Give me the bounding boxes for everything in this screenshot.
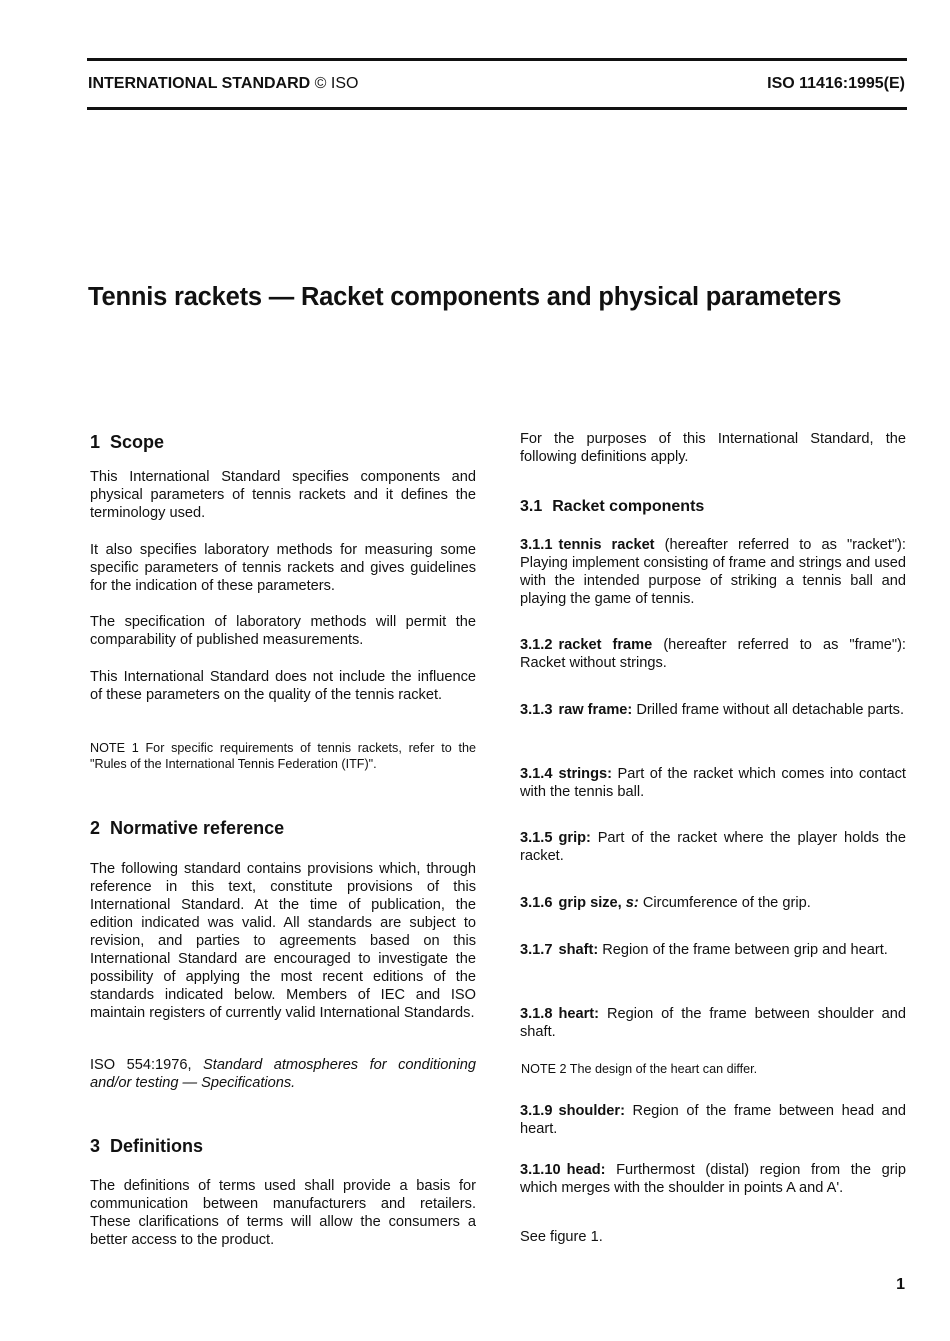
subsection-3-1-heading xyxy=(520,498,704,516)
definition-text: Region of the frame between head and heart. xyxy=(520,1103,906,1137)
definition-number: 3.1.9 xyxy=(520,1103,553,1119)
section-1-heading xyxy=(90,432,164,453)
definition-number: 3.1.4 xyxy=(520,766,553,782)
definition-3-1-1 xyxy=(520,536,906,608)
page-number: 1 xyxy=(896,1276,905,1293)
definition-term: grip: xyxy=(558,830,591,846)
definition-3-1-10 xyxy=(520,1161,906,1197)
section-title: Normative reference xyxy=(110,818,285,838)
definition-text: Region of the frame between shoulder and shaft. xyxy=(520,1006,907,1040)
subsection-number: 3.1 xyxy=(520,498,543,515)
header-document-number: ISO 11416:1995(E) xyxy=(767,75,905,92)
reference-code: ISO 554:1976, xyxy=(90,1057,192,1073)
definition-term: raw frame: xyxy=(558,702,633,718)
definition-text: Part of the racket which comes into contact with the tennis ball. xyxy=(520,766,906,800)
definition-term: grip size, xyxy=(558,895,622,911)
definition-term: head: xyxy=(566,1162,606,1178)
normative-reference-item xyxy=(90,1056,476,1092)
section-2-heading xyxy=(90,818,284,839)
definition-number: 3.1.2 xyxy=(520,637,553,653)
header-left xyxy=(88,75,358,93)
definition-text: Circumference of the grip. xyxy=(642,895,811,911)
definition-3-1-4 xyxy=(520,765,906,801)
definition-3-1-5 xyxy=(520,829,906,865)
section-number: 1 xyxy=(90,432,101,452)
scope-paragraph-3: The specification of laboratory methods will permit the comparability of published measurements. xyxy=(90,614,476,648)
scope-paragraph-2: It also specifies laboratory methods for measuring some specific parameters of tennis rackets and gives guidelines for the indication of these parameters. xyxy=(90,542,476,594)
definition-3-1-9 xyxy=(520,1102,906,1138)
definition-term: heart: xyxy=(558,1006,600,1022)
reference-title: Standard atmospheres for conditioning and/or testing — Specifications. xyxy=(90,1057,476,1091)
definition-text: Furthermost (distal) region from the grip which merges with the shoulder in points A and A'. xyxy=(520,1162,906,1196)
definition-3-1-3 xyxy=(520,701,906,719)
note-2: NOTE 2 The design of the heart can differ. xyxy=(521,1062,758,1076)
normative-reference-paragraph: The following standard contains provisions which, through reference in this text, constitute provisions of this International Standard. At the time of publication, the edition indicated was valid. All standards are subject to revision, and parties to agreements based on this International Standard are encouraged to investigate the possibility of applying the most recent editions of the standards indicated below. Members of IEC and ISO maintain registers of currently valid International Standards. xyxy=(90,861,476,1021)
definition-3-1-8 xyxy=(520,1005,906,1041)
section-3-heading xyxy=(90,1136,203,1157)
definition-number: 3.1.7 xyxy=(520,942,553,958)
definition-text: Region of the frame between grip and heart. xyxy=(602,942,888,958)
definition-term: shaft: xyxy=(558,942,599,958)
definition-text: (hereafter referred to as "racket"): Playing implement consisting of frame and strings and used with the intended purpose of striking a tennis ball and playing the game of tennis. xyxy=(520,537,906,607)
definitions-paragraph: The definitions of terms used shall provide a basis for communication between manufacturers and retailers. These clarifications of terms will allow the consumers a better access to the product. xyxy=(90,1178,476,1248)
definition-3-1-6 xyxy=(520,894,906,912)
header-standard-label: INTERNATIONAL STANDARD xyxy=(88,75,311,92)
definition-term: shoulder: xyxy=(558,1103,625,1119)
definition-number: 3.1.5 xyxy=(520,830,553,846)
definitions-intro: For the purposes of this International Standard, the following definitions apply. xyxy=(520,431,906,465)
header-top-rule xyxy=(87,58,907,61)
definition-text: Part of the racket where the player holds the racket. xyxy=(520,830,906,864)
definition-number: 3.1.1 xyxy=(520,537,553,553)
definition-text: Drilled frame without all detachable parts. xyxy=(636,702,905,718)
header-copyright: © ISO xyxy=(314,75,359,92)
definition-number: 3.1.8 xyxy=(520,1006,553,1022)
definition-term: strings: xyxy=(558,766,612,782)
definition-number: 3.1.3 xyxy=(520,702,553,718)
definition-term: tennis racket xyxy=(558,537,655,553)
scope-paragraph-4: This International Standard does not include the influence of these parameters on the quality of the tennis racket. xyxy=(90,669,476,703)
section-title: Definitions xyxy=(110,1136,204,1156)
see-figure-reference: See figure 1. xyxy=(520,1229,603,1245)
section-title: Scope xyxy=(110,432,165,452)
definition-3-1-7 xyxy=(520,941,906,959)
section-number: 3 xyxy=(90,1136,101,1156)
definition-3-1-2 xyxy=(520,636,906,672)
scope-paragraph-1: This International Standard specifies components and physical parameters of tennis rackets and it defines the terminology used. xyxy=(90,469,476,521)
definition-number: 3.1.6 xyxy=(520,895,553,911)
section-number: 2 xyxy=(90,818,101,838)
definition-symbol: s: xyxy=(625,895,639,911)
note-1: NOTE 1 For specific requirements of tennis rackets, refer to the "Rules of the International Tennis Federation (ITF)". xyxy=(90,741,476,771)
header-bottom-rule xyxy=(87,107,907,110)
definition-number: 3.1.10 xyxy=(520,1162,561,1178)
definition-term: racket frame xyxy=(558,637,653,653)
definition-text: (hereafter referred to as "frame"): Racket without strings. xyxy=(520,637,906,671)
page-title: Tennis rackets — Racket components and physical parameters xyxy=(88,283,842,311)
subsection-title: Racket components xyxy=(552,498,705,515)
